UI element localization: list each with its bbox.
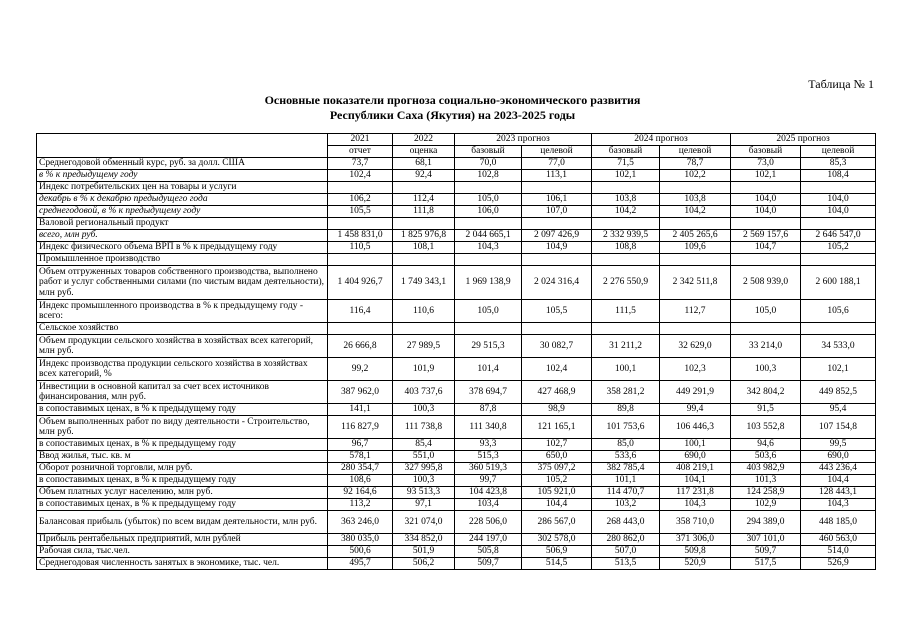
value-cell: 1 825 976,8: [393, 230, 455, 242]
value-cell: 78,7: [660, 158, 731, 170]
header-estimate: оценка: [393, 146, 455, 158]
value-cell: 104,4: [801, 475, 876, 487]
value-cell: 114 470,7: [592, 487, 660, 499]
value-cell: 495,7: [328, 558, 393, 570]
value-cell: 2 024 316,4: [522, 266, 592, 300]
value-cell: 509,8: [660, 546, 731, 558]
value-cell: 121 165,1: [522, 416, 592, 439]
row-label: Промышленное производство: [37, 254, 328, 266]
value-cell: 2 600 188,1: [801, 266, 876, 300]
table-row: [37, 475, 876, 487]
value-cell: 1 749 343,1: [393, 266, 455, 300]
value-cell: [731, 254, 801, 266]
value-cell: 101,4: [455, 358, 522, 381]
value-cell: 371 306,0: [660, 534, 731, 546]
value-cell: 71,5: [592, 158, 660, 170]
value-cell: [592, 182, 660, 194]
value-cell: 101,9: [393, 358, 455, 381]
value-cell: 1 404 926,7: [328, 266, 393, 300]
value-cell: 103 552,8: [731, 416, 801, 439]
value-cell: 503,6: [731, 451, 801, 463]
value-cell: 327 995,8: [393, 463, 455, 475]
value-cell: 94,6: [731, 439, 801, 451]
value-cell: 85,3: [801, 158, 876, 170]
value-cell: 102,9: [731, 499, 801, 511]
row-label: в сопоставимых ценах, в % к предыдущему году: [37, 499, 328, 511]
value-cell: 112,4: [393, 194, 455, 206]
value-cell: 551,0: [393, 451, 455, 463]
table-row: [37, 242, 876, 254]
value-cell: 280 862,0: [592, 534, 660, 546]
value-cell: 102,1: [731, 170, 801, 182]
row-label: Индекс физического объема ВРП в % к предыдущему году: [37, 242, 328, 254]
row-label: Индекс промышленного производства в % к предыдущему году - всего:: [37, 300, 328, 323]
value-cell: [455, 182, 522, 194]
value-cell: 460 563,0: [801, 534, 876, 546]
value-cell: [522, 254, 592, 266]
table-row: [37, 381, 876, 404]
value-cell: 448 185,0: [801, 511, 876, 534]
value-cell: [592, 254, 660, 266]
value-cell: 506,9: [522, 546, 592, 558]
value-cell: [801, 182, 876, 194]
value-cell: 99,4: [660, 404, 731, 416]
value-cell: 124 258,9: [731, 487, 801, 499]
value-cell: 102,4: [522, 358, 592, 381]
header-target-2024: целевой: [660, 146, 731, 158]
table-row: [37, 218, 876, 230]
value-cell: 443 236,4: [801, 463, 876, 475]
table-row: [37, 463, 876, 475]
value-cell: 99,5: [801, 439, 876, 451]
value-cell: 105,2: [801, 242, 876, 254]
table-number: Таблица № 1: [808, 77, 874, 91]
value-cell: [455, 218, 522, 230]
value-cell: 105 921,0: [522, 487, 592, 499]
value-cell: 408 219,1: [660, 463, 731, 475]
value-cell: [660, 218, 731, 230]
table-row: [37, 451, 876, 463]
value-cell: 102,7: [522, 439, 592, 451]
value-cell: 307 101,0: [731, 534, 801, 546]
value-cell: 690,0: [660, 451, 731, 463]
value-cell: [455, 254, 522, 266]
value-cell: 2 569 157,6: [731, 230, 801, 242]
value-cell: 104,0: [731, 206, 801, 218]
value-cell: 302 578,0: [522, 534, 592, 546]
table-row: [37, 194, 876, 206]
value-cell: 100,1: [592, 358, 660, 381]
table-row: [37, 158, 876, 170]
value-cell: 113,2: [328, 499, 393, 511]
value-cell: 108,6: [328, 475, 393, 487]
value-cell: [393, 323, 455, 335]
row-label: Рабочая сила, тыс.чел.: [37, 546, 328, 558]
value-cell: 105,0: [455, 194, 522, 206]
value-cell: 100,3: [731, 358, 801, 381]
value-cell: 101,1: [592, 475, 660, 487]
value-cell: [522, 323, 592, 335]
table-row: [37, 404, 876, 416]
value-cell: 105,6: [801, 300, 876, 323]
value-cell: 31 211,2: [592, 335, 660, 358]
value-cell: 92 164,6: [328, 487, 393, 499]
value-cell: 427 468,9: [522, 381, 592, 404]
indicators-table: [36, 133, 876, 570]
value-cell: 102,2: [660, 170, 731, 182]
value-cell: 650,0: [522, 451, 592, 463]
value-cell: 97,1: [393, 499, 455, 511]
row-label: Валовой региональный продукт: [37, 218, 328, 230]
value-cell: 449 291,9: [660, 381, 731, 404]
value-cell: 513,5: [592, 558, 660, 570]
value-cell: 106,0: [455, 206, 522, 218]
value-cell: 89,8: [592, 404, 660, 416]
value-cell: 107 154,8: [801, 416, 876, 439]
value-cell: 280 354,7: [328, 463, 393, 475]
table-row: [37, 335, 876, 358]
value-cell: 128 443,1: [801, 487, 876, 499]
table-row: [37, 170, 876, 182]
table-row: [37, 416, 876, 439]
value-cell: 26 666,8: [328, 335, 393, 358]
value-cell: 68,1: [393, 158, 455, 170]
value-cell: 104,0: [731, 194, 801, 206]
header-year-2021: 2021: [328, 134, 393, 146]
value-cell: [801, 218, 876, 230]
value-cell: 100,3: [393, 475, 455, 487]
table-row: [37, 182, 876, 194]
value-cell: [393, 182, 455, 194]
value-cell: 321 074,0: [393, 511, 455, 534]
value-cell: 101,3: [731, 475, 801, 487]
row-label: среднегодовой, в % к предыдущему году: [37, 206, 328, 218]
value-cell: 110,5: [328, 242, 393, 254]
value-cell: [328, 254, 393, 266]
value-cell: 113,1: [522, 170, 592, 182]
table-row: [37, 534, 876, 546]
value-cell: 96,7: [328, 439, 393, 451]
value-cell: [660, 182, 731, 194]
value-cell: 107,0: [522, 206, 592, 218]
value-cell: 2 044 665,1: [455, 230, 522, 242]
value-cell: 103,8: [660, 194, 731, 206]
value-cell: 93,3: [455, 439, 522, 451]
value-cell: [592, 218, 660, 230]
value-cell: 514,0: [801, 546, 876, 558]
table-row: [37, 558, 876, 570]
value-cell: 104 423,8: [455, 487, 522, 499]
row-label: Объем платных услуг населению, млн руб.: [37, 487, 328, 499]
table-row: [37, 254, 876, 266]
value-cell: 98,9: [522, 404, 592, 416]
value-cell: 286 567,0: [522, 511, 592, 534]
value-cell: 116 827,9: [328, 416, 393, 439]
row-label: Объем отгруженных товаров собственного производства, выполнено работ и услуг собственными силами (по чистым видам деятельности), млн руб.: [37, 266, 328, 300]
value-cell: 108,4: [801, 170, 876, 182]
value-cell: [801, 323, 876, 335]
value-cell: [393, 254, 455, 266]
value-cell: 141,1: [328, 404, 393, 416]
value-cell: 111 738,8: [393, 416, 455, 439]
table-row: [37, 487, 876, 499]
row-label: Индекс потребительских цен на товары и услуги: [37, 182, 328, 194]
value-cell: 102,1: [801, 358, 876, 381]
value-cell: 403 982,9: [731, 463, 801, 475]
row-label: всего, млн руб.: [37, 230, 328, 242]
row-label: Объем выполненных работ по виду деятельности - Строительство, млн руб.: [37, 416, 328, 439]
value-cell: 506,2: [393, 558, 455, 570]
value-cell: [328, 323, 393, 335]
value-cell: 509,7: [455, 558, 522, 570]
row-label: Балансовая прибыль (убыток) по всем видам деятельности, млн руб.: [37, 511, 328, 534]
value-cell: 91,5: [731, 404, 801, 416]
value-cell: 103,8: [592, 194, 660, 206]
value-cell: 578,1: [328, 451, 393, 463]
row-label: Объем продукции сельского хозяйства в хозяйствах всех категорий, млн руб.: [37, 335, 328, 358]
value-cell: 27 989,5: [393, 335, 455, 358]
value-cell: 104,9: [522, 242, 592, 254]
value-cell: 375 097,2: [522, 463, 592, 475]
value-cell: [328, 218, 393, 230]
table-row: [37, 323, 876, 335]
value-cell: 105,0: [455, 300, 522, 323]
value-cell: 108,1: [393, 242, 455, 254]
row-label: Оборот розничной торговли, млн руб.: [37, 463, 328, 475]
value-cell: 105,5: [522, 300, 592, 323]
value-cell: 244 197,0: [455, 534, 522, 546]
value-cell: [522, 182, 592, 194]
table-row: [37, 511, 876, 534]
value-cell: 533,6: [592, 451, 660, 463]
header-target-2023: целевой: [522, 146, 592, 158]
value-cell: [455, 323, 522, 335]
table-row: [37, 546, 876, 558]
value-cell: 73,7: [328, 158, 393, 170]
row-label: в сопоставимых ценах, в % к предыдущему году: [37, 404, 328, 416]
value-cell: 70,0: [455, 158, 522, 170]
value-cell: 2 097 426,9: [522, 230, 592, 242]
value-cell: 334 852,0: [393, 534, 455, 546]
value-cell: 117 231,8: [660, 487, 731, 499]
table-row: [37, 439, 876, 451]
value-cell: 2 276 550,9: [592, 266, 660, 300]
value-cell: 104,1: [660, 475, 731, 487]
value-cell: 111,8: [393, 206, 455, 218]
value-cell: 104,0: [801, 194, 876, 206]
value-cell: 105,2: [522, 475, 592, 487]
document-title: [0, 93, 905, 123]
value-cell: 515,3: [455, 451, 522, 463]
value-cell: 104,2: [660, 206, 731, 218]
value-cell: 294 389,0: [731, 511, 801, 534]
value-cell: 92,4: [393, 170, 455, 182]
value-cell: 85,0: [592, 439, 660, 451]
value-cell: [328, 182, 393, 194]
value-cell: 2 342 511,8: [660, 266, 731, 300]
value-cell: [660, 323, 731, 335]
table-row: [37, 300, 876, 323]
value-cell: 108,8: [592, 242, 660, 254]
value-cell: 378 694,7: [455, 381, 522, 404]
value-cell: 501,9: [393, 546, 455, 558]
table-row: [37, 499, 876, 511]
value-cell: 116,4: [328, 300, 393, 323]
value-cell: 517,5: [731, 558, 801, 570]
value-cell: [801, 254, 876, 266]
table-row: [37, 230, 876, 242]
value-cell: 360 519,3: [455, 463, 522, 475]
value-cell: 363 246,0: [328, 511, 393, 534]
value-cell: 30 082,7: [522, 335, 592, 358]
header-2025-forecast: 2025 прогноз: [731, 134, 876, 146]
value-cell: 104,3: [660, 499, 731, 511]
row-label: декабрь в % к декабрю предыдущего года: [37, 194, 328, 206]
title-line-2: Республики Саха (Якутия) на 2023-2025 годы: [329, 108, 576, 122]
value-cell: 102,8: [455, 170, 522, 182]
value-cell: 87,8: [455, 404, 522, 416]
value-cell: 103,2: [592, 499, 660, 511]
value-cell: 99,7: [455, 475, 522, 487]
value-cell: 382 785,4: [592, 463, 660, 475]
value-cell: 520,9: [660, 558, 731, 570]
value-cell: 73,0: [731, 158, 801, 170]
value-cell: 33 214,0: [731, 335, 801, 358]
value-cell: 500,6: [328, 546, 393, 558]
value-cell: [731, 323, 801, 335]
value-cell: 2 508 939,0: [731, 266, 801, 300]
value-cell: 102,1: [592, 170, 660, 182]
value-cell: 2 405 265,6: [660, 230, 731, 242]
value-cell: 111 340,8: [455, 416, 522, 439]
table-row: [37, 206, 876, 218]
value-cell: 2 646 547,0: [801, 230, 876, 242]
row-label: Среднегодовой обменный курс, руб. за долл. США: [37, 158, 328, 170]
table-row: [37, 266, 876, 300]
value-cell: 514,5: [522, 558, 592, 570]
value-cell: 29 515,3: [455, 335, 522, 358]
value-cell: 104,3: [801, 499, 876, 511]
row-label: Инвестиции в основной капитал за счет всех источников финансирования, млн руб.: [37, 381, 328, 404]
value-cell: 342 804,2: [731, 381, 801, 404]
value-cell: 100,3: [393, 404, 455, 416]
value-cell: 99,2: [328, 358, 393, 381]
value-cell: 526,9: [801, 558, 876, 570]
value-cell: [393, 218, 455, 230]
header-2023-forecast: 2023 прогноз: [455, 134, 592, 146]
value-cell: 505,8: [455, 546, 522, 558]
value-cell: [731, 218, 801, 230]
value-cell: 104,3: [455, 242, 522, 254]
row-label: в сопоставимых ценах, в % к предыдущему году: [37, 439, 328, 451]
value-cell: 104,7: [731, 242, 801, 254]
table-body: [37, 158, 876, 570]
header-corner: [37, 134, 328, 158]
header-year-2022: 2022: [393, 134, 455, 146]
value-cell: 110,6: [393, 300, 455, 323]
value-cell: 104,0: [801, 206, 876, 218]
value-cell: [592, 323, 660, 335]
value-cell: 109,6: [660, 242, 731, 254]
value-cell: 449 852,5: [801, 381, 876, 404]
value-cell: 85,4: [393, 439, 455, 451]
header-2024-forecast: 2024 прогноз: [592, 134, 731, 146]
value-cell: 103,4: [455, 499, 522, 511]
value-cell: 93 513,3: [393, 487, 455, 499]
table-row: [37, 358, 876, 381]
row-label: Сельское хозяйство: [37, 323, 328, 335]
value-cell: 268 443,0: [592, 511, 660, 534]
header-report: отчет: [328, 146, 393, 158]
value-cell: 1 969 138,9: [455, 266, 522, 300]
value-cell: 101 753,6: [592, 416, 660, 439]
value-cell: 105,0: [731, 300, 801, 323]
header-target-2025: целевой: [801, 146, 876, 158]
value-cell: 106,1: [522, 194, 592, 206]
header-base-2025: базовый: [731, 146, 801, 158]
value-cell: 104,4: [522, 499, 592, 511]
value-cell: [660, 254, 731, 266]
row-label: Ввод жилья, тыс. кв. м: [37, 451, 328, 463]
value-cell: 100,1: [660, 439, 731, 451]
row-label: в % к предыдущему году: [37, 170, 328, 182]
value-cell: 358 710,0: [660, 511, 731, 534]
row-label: в сопоставимых ценах, в % к предыдущему году: [37, 475, 328, 487]
header-base-2023: базовый: [455, 146, 522, 158]
value-cell: 77,0: [522, 158, 592, 170]
value-cell: 2 332 939,5: [592, 230, 660, 242]
value-cell: 403 737,6: [393, 381, 455, 404]
header-base-2024: базовый: [592, 146, 660, 158]
row-label: Индекс производства продукции сельского хозяйства в хозяйствах всех категорий, %: [37, 358, 328, 381]
value-cell: 509,7: [731, 546, 801, 558]
row-label: Среднегодовая численность занятых в экономике, тыс. чел.: [37, 558, 328, 570]
value-cell: 358 281,2: [592, 381, 660, 404]
value-cell: 1 458 831,0: [328, 230, 393, 242]
value-cell: 95,4: [801, 404, 876, 416]
value-cell: 111,5: [592, 300, 660, 323]
value-cell: 32 629,0: [660, 335, 731, 358]
value-cell: 380 035,0: [328, 534, 393, 546]
value-cell: [731, 182, 801, 194]
title-line-1: Основные показатели прогноза социально-экономического развития: [264, 93, 641, 107]
value-cell: 34 533,0: [801, 335, 876, 358]
value-cell: 228 506,0: [455, 511, 522, 534]
value-cell: 105,5: [328, 206, 393, 218]
value-cell: [522, 218, 592, 230]
row-label: Прибыль рентабельных предприятий, млн рублей: [37, 534, 328, 546]
value-cell: 104,2: [592, 206, 660, 218]
value-cell: 387 962,0: [328, 381, 393, 404]
value-cell: 102,4: [328, 170, 393, 182]
value-cell: 112,7: [660, 300, 731, 323]
value-cell: 507,0: [592, 546, 660, 558]
value-cell: 106,2: [328, 194, 393, 206]
value-cell: 102,3: [660, 358, 731, 381]
value-cell: 106 446,3: [660, 416, 731, 439]
value-cell: 690,0: [801, 451, 876, 463]
